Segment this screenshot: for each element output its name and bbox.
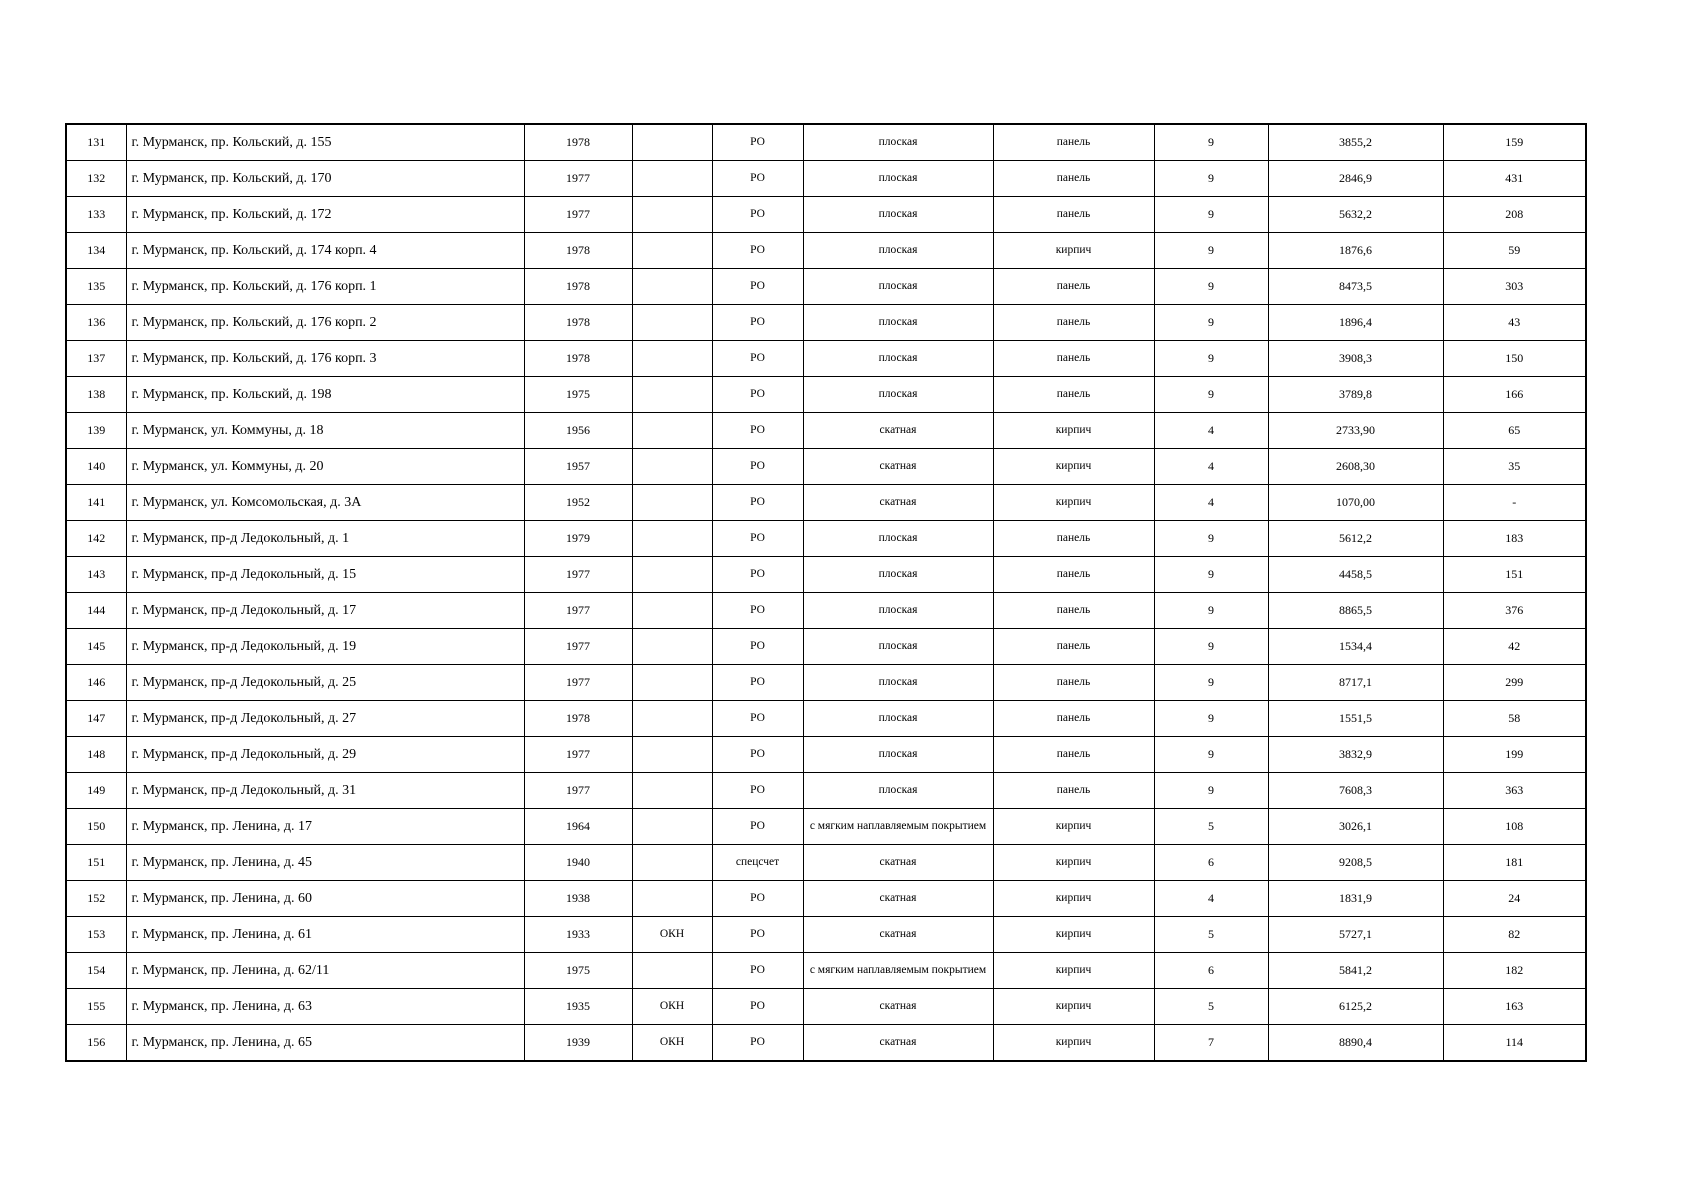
table-row (66, 521, 1586, 557)
area-cell: 1534,4 (1268, 629, 1443, 665)
fund-method-cell: РО (712, 953, 803, 989)
row-number-cell: 142 (66, 521, 126, 557)
residents-cell: 182 (1443, 953, 1586, 989)
wall-material-cell: кирпич (993, 917, 1154, 953)
table-row (66, 413, 1586, 449)
roof-type-cell: плоская (803, 305, 993, 341)
address-cell: г. Мурманск, ул. Коммуны, д. 20 (126, 449, 524, 485)
address-cell: г. Мурманск, пр-д Ледокольный, д. 25 (126, 665, 524, 701)
year-built-cell: 1978 (524, 305, 632, 341)
address-cell: г. Мурманск, ул. Комсомольская, д. 3А (126, 485, 524, 521)
area-cell: 9208,5 (1268, 845, 1443, 881)
wall-material-cell: кирпич (993, 413, 1154, 449)
address-cell: г. Мурманск, пр. Ленина, д. 61 (126, 917, 524, 953)
residents-cell: 42 (1443, 629, 1586, 665)
residents-cell: 166 (1443, 377, 1586, 413)
address-cell: г. Мурманск, пр. Ленина, д. 63 (126, 989, 524, 1025)
area-cell: 4458,5 (1268, 557, 1443, 593)
address-cell: г. Мурманск, пр. Кольский, д. 176 корп. 2 (126, 305, 524, 341)
floors-cell: 9 (1154, 557, 1268, 593)
row-number-cell: 143 (66, 557, 126, 593)
floors-cell: 9 (1154, 161, 1268, 197)
roof-type-cell: скатная (803, 413, 993, 449)
wall-material-cell: панель (993, 269, 1154, 305)
roof-type-cell: плоская (803, 773, 993, 809)
roof-type-cell: плоская (803, 341, 993, 377)
table-row (66, 557, 1586, 593)
table-row (66, 953, 1586, 989)
table-row (66, 233, 1586, 269)
row-number-cell: 145 (66, 629, 126, 665)
area-cell: 8865,5 (1268, 593, 1443, 629)
residents-cell: 183 (1443, 521, 1586, 557)
roof-type-cell: скатная (803, 845, 993, 881)
row-number-cell: 138 (66, 377, 126, 413)
floors-cell: 7 (1154, 1025, 1268, 1062)
address-cell: г. Мурманск, пр. Кольский, д. 170 (126, 161, 524, 197)
heritage-status-cell (632, 953, 712, 989)
heritage-status-cell (632, 629, 712, 665)
heritage-status-cell (632, 665, 712, 701)
floors-cell: 9 (1154, 124, 1268, 161)
year-built-cell: 1938 (524, 881, 632, 917)
fund-method-cell: РО (712, 1025, 803, 1062)
table-row (66, 197, 1586, 233)
floors-cell: 9 (1154, 665, 1268, 701)
row-number-cell: 141 (66, 485, 126, 521)
floors-cell: 4 (1154, 413, 1268, 449)
fund-method-cell: РО (712, 161, 803, 197)
row-number-cell: 134 (66, 233, 126, 269)
address-cell: г. Мурманск, пр. Ленина, д. 17 (126, 809, 524, 845)
fund-method-cell: РО (712, 629, 803, 665)
fund-method-cell: РО (712, 665, 803, 701)
area-cell: 1876,6 (1268, 233, 1443, 269)
heritage-status-cell (632, 124, 712, 161)
floors-cell: 9 (1154, 233, 1268, 269)
residents-cell: 299 (1443, 665, 1586, 701)
table-row (66, 305, 1586, 341)
row-number-cell: 140 (66, 449, 126, 485)
fund-method-cell: РО (712, 773, 803, 809)
year-built-cell: 1956 (524, 413, 632, 449)
residents-cell: 150 (1443, 341, 1586, 377)
row-number-cell: 135 (66, 269, 126, 305)
residents-cell: 108 (1443, 809, 1586, 845)
address-cell: г. Мурманск, пр. Кольский, д. 198 (126, 377, 524, 413)
roof-type-cell: скатная (803, 989, 993, 1025)
row-number-cell: 136 (66, 305, 126, 341)
roof-type-cell: скатная (803, 917, 993, 953)
year-built-cell: 1977 (524, 629, 632, 665)
residents-cell: 35 (1443, 449, 1586, 485)
heritage-status-cell (632, 377, 712, 413)
heritage-status-cell (632, 341, 712, 377)
heritage-status-cell (632, 845, 712, 881)
roof-type-cell: плоская (803, 233, 993, 269)
heritage-status-cell: ОКН (632, 1025, 712, 1062)
address-cell: г. Мурманск, пр. Кольский, д. 155 (126, 124, 524, 161)
heritage-status-cell (632, 197, 712, 233)
address-cell: г. Мурманск, пр-д Ледокольный, д. 27 (126, 701, 524, 737)
table-row (66, 341, 1586, 377)
area-cell: 7608,3 (1268, 773, 1443, 809)
fund-method-cell: РО (712, 233, 803, 269)
heritage-status-cell (632, 485, 712, 521)
year-built-cell: 1957 (524, 449, 632, 485)
year-built-cell: 1933 (524, 917, 632, 953)
address-cell: г. Мурманск, пр. Кольский, д. 176 корп. 3 (126, 341, 524, 377)
heritage-status-cell: ОКН (632, 989, 712, 1025)
year-built-cell: 1978 (524, 269, 632, 305)
year-built-cell: 1977 (524, 773, 632, 809)
heritage-status-cell (632, 773, 712, 809)
wall-material-cell: панель (993, 377, 1154, 413)
roof-type-cell: плоская (803, 665, 993, 701)
heritage-status-cell (632, 881, 712, 917)
wall-material-cell: кирпич (993, 845, 1154, 881)
table-body (66, 124, 1586, 1061)
floors-cell: 9 (1154, 197, 1268, 233)
row-number-cell: 154 (66, 953, 126, 989)
year-built-cell: 1978 (524, 341, 632, 377)
heritage-status-cell (632, 809, 712, 845)
area-cell: 3026,1 (1268, 809, 1443, 845)
wall-material-cell: кирпич (993, 449, 1154, 485)
roof-type-cell: с мягким наплавляемым покрытием (803, 953, 993, 989)
area-cell: 2733,90 (1268, 413, 1443, 449)
address-cell: г. Мурманск, пр-д Ледокольный, д. 31 (126, 773, 524, 809)
area-cell: 3789,8 (1268, 377, 1443, 413)
wall-material-cell: панель (993, 557, 1154, 593)
floors-cell: 9 (1154, 269, 1268, 305)
address-cell: г. Мурманск, пр. Ленина, д. 65 (126, 1025, 524, 1062)
table-row (66, 809, 1586, 845)
address-cell: г. Мурманск, пр-д Ледокольный, д. 29 (126, 737, 524, 773)
residents-cell: 43 (1443, 305, 1586, 341)
roof-type-cell: плоская (803, 557, 993, 593)
row-number-cell: 146 (66, 665, 126, 701)
wall-material-cell: кирпич (993, 233, 1154, 269)
wall-material-cell: панель (993, 341, 1154, 377)
floors-cell: 9 (1154, 773, 1268, 809)
address-cell: г. Мурманск, пр. Кольский, д. 174 корп. 4 (126, 233, 524, 269)
heritage-status-cell: ОКН (632, 917, 712, 953)
heritage-status-cell (632, 161, 712, 197)
area-cell: 5727,1 (1268, 917, 1443, 953)
table-row (66, 737, 1586, 773)
area-cell: 1896,4 (1268, 305, 1443, 341)
year-built-cell: 1977 (524, 197, 632, 233)
year-built-cell: 1977 (524, 665, 632, 701)
area-cell: 8717,1 (1268, 665, 1443, 701)
floors-cell: 9 (1154, 737, 1268, 773)
table-row (66, 124, 1586, 161)
row-number-cell: 150 (66, 809, 126, 845)
area-cell: 8473,5 (1268, 269, 1443, 305)
wall-material-cell: панель (993, 305, 1154, 341)
residents-cell: 114 (1443, 1025, 1586, 1062)
year-built-cell: 1940 (524, 845, 632, 881)
heritage-status-cell (632, 269, 712, 305)
roof-type-cell: плоская (803, 124, 993, 161)
table-row (66, 845, 1586, 881)
floors-cell: 5 (1154, 917, 1268, 953)
floors-cell: 4 (1154, 881, 1268, 917)
year-built-cell: 1979 (524, 521, 632, 557)
roof-type-cell: скатная (803, 1025, 993, 1062)
wall-material-cell: кирпич (993, 1025, 1154, 1062)
wall-material-cell: панель (993, 665, 1154, 701)
roof-type-cell: с мягким наплавляемым покрытием (803, 809, 993, 845)
floors-cell: 9 (1154, 377, 1268, 413)
table-row (66, 269, 1586, 305)
year-built-cell: 1935 (524, 989, 632, 1025)
roof-type-cell: плоская (803, 521, 993, 557)
fund-method-cell: РО (712, 269, 803, 305)
heritage-status-cell (632, 557, 712, 593)
roof-type-cell: плоская (803, 593, 993, 629)
area-cell: 5612,2 (1268, 521, 1443, 557)
residents-cell: 199 (1443, 737, 1586, 773)
row-number-cell: 156 (66, 1025, 126, 1062)
floors-cell: 5 (1154, 809, 1268, 845)
roof-type-cell: плоская (803, 701, 993, 737)
address-cell: г. Мурманск, пр-д Ледокольный, д. 1 (126, 521, 524, 557)
table-row (66, 989, 1586, 1025)
fund-method-cell: РО (712, 449, 803, 485)
wall-material-cell: панель (993, 737, 1154, 773)
floors-cell: 5 (1154, 989, 1268, 1025)
fund-method-cell: РО (712, 701, 803, 737)
row-number-cell: 139 (66, 413, 126, 449)
year-built-cell: 1977 (524, 557, 632, 593)
area-cell: 6125,2 (1268, 989, 1443, 1025)
year-built-cell: 1975 (524, 953, 632, 989)
heritage-status-cell (632, 413, 712, 449)
roof-type-cell: плоская (803, 161, 993, 197)
table-row (66, 1025, 1586, 1062)
address-cell: г. Мурманск, пр-д Ледокольный, д. 19 (126, 629, 524, 665)
table-row (66, 161, 1586, 197)
year-built-cell: 1977 (524, 161, 632, 197)
row-number-cell: 132 (66, 161, 126, 197)
fund-method-cell: РО (712, 521, 803, 557)
table-row (66, 377, 1586, 413)
residents-cell: 163 (1443, 989, 1586, 1025)
table-row (66, 701, 1586, 737)
row-number-cell: 151 (66, 845, 126, 881)
area-cell: 1831,9 (1268, 881, 1443, 917)
floors-cell: 6 (1154, 953, 1268, 989)
wall-material-cell: панель (993, 593, 1154, 629)
wall-material-cell: панель (993, 161, 1154, 197)
address-cell: г. Мурманск, пр. Ленина, д. 62/11 (126, 953, 524, 989)
table-row (66, 881, 1586, 917)
table-row (66, 665, 1586, 701)
address-cell: г. Мурманск, пр. Кольский, д. 172 (126, 197, 524, 233)
area-cell: 3832,9 (1268, 737, 1443, 773)
wall-material-cell: кирпич (993, 881, 1154, 917)
residents-cell: 303 (1443, 269, 1586, 305)
wall-material-cell: кирпич (993, 809, 1154, 845)
heritage-status-cell (632, 701, 712, 737)
address-cell: г. Мурманск, пр-д Ледокольный, д. 15 (126, 557, 524, 593)
residents-cell: 376 (1443, 593, 1586, 629)
floors-cell: 9 (1154, 593, 1268, 629)
residents-cell: 208 (1443, 197, 1586, 233)
table-row (66, 593, 1586, 629)
wall-material-cell: панель (993, 124, 1154, 161)
floors-cell: 9 (1154, 305, 1268, 341)
row-number-cell: 144 (66, 593, 126, 629)
row-number-cell: 137 (66, 341, 126, 377)
heritage-status-cell (632, 305, 712, 341)
area-cell: 5841,2 (1268, 953, 1443, 989)
fund-method-cell: РО (712, 593, 803, 629)
area-cell: 3855,2 (1268, 124, 1443, 161)
floors-cell: 9 (1154, 521, 1268, 557)
wall-material-cell: кирпич (993, 485, 1154, 521)
roof-type-cell: плоская (803, 197, 993, 233)
year-built-cell: 1939 (524, 1025, 632, 1062)
wall-material-cell: панель (993, 773, 1154, 809)
row-number-cell: 133 (66, 197, 126, 233)
wall-material-cell: кирпич (993, 989, 1154, 1025)
year-built-cell: 1978 (524, 701, 632, 737)
residents-cell: 181 (1443, 845, 1586, 881)
area-cell: 3908,3 (1268, 341, 1443, 377)
residents-cell: 59 (1443, 233, 1586, 269)
heritage-status-cell (632, 737, 712, 773)
area-cell: 2846,9 (1268, 161, 1443, 197)
residents-cell: 65 (1443, 413, 1586, 449)
row-number-cell: 149 (66, 773, 126, 809)
wall-material-cell: панель (993, 629, 1154, 665)
roof-type-cell: плоская (803, 269, 993, 305)
row-number-cell: 147 (66, 701, 126, 737)
fund-method-cell: спецсчет (712, 845, 803, 881)
table-row (66, 485, 1586, 521)
fund-method-cell: РО (712, 881, 803, 917)
wall-material-cell: панель (993, 521, 1154, 557)
fund-method-cell: РО (712, 124, 803, 161)
roof-type-cell: скатная (803, 485, 993, 521)
wall-material-cell: панель (993, 701, 1154, 737)
fund-method-cell: РО (712, 989, 803, 1025)
heritage-status-cell (632, 593, 712, 629)
area-cell: 1070,00 (1268, 485, 1443, 521)
residents-cell: 58 (1443, 701, 1586, 737)
roof-type-cell: плоская (803, 629, 993, 665)
wall-material-cell: кирпич (993, 953, 1154, 989)
residents-cell: - (1443, 485, 1586, 521)
address-cell: г. Мурманск, пр. Кольский, д. 176 корп. 1 (126, 269, 524, 305)
floors-cell: 6 (1154, 845, 1268, 881)
year-built-cell: 1964 (524, 809, 632, 845)
residents-cell: 363 (1443, 773, 1586, 809)
fund-method-cell: РО (712, 341, 803, 377)
residents-cell: 431 (1443, 161, 1586, 197)
year-built-cell: 1978 (524, 124, 632, 161)
heritage-status-cell (632, 521, 712, 557)
address-cell: г. Мурманск, пр. Ленина, д. 45 (126, 845, 524, 881)
table-row (66, 773, 1586, 809)
table-row (66, 917, 1586, 953)
area-cell: 8890,4 (1268, 1025, 1443, 1062)
row-number-cell: 153 (66, 917, 126, 953)
address-cell: г. Мурманск, ул. Коммуны, д. 18 (126, 413, 524, 449)
floors-cell: 9 (1154, 341, 1268, 377)
floors-cell: 9 (1154, 629, 1268, 665)
year-built-cell: 1952 (524, 485, 632, 521)
year-built-cell: 1975 (524, 377, 632, 413)
floors-cell: 9 (1154, 701, 1268, 737)
roof-type-cell: плоская (803, 377, 993, 413)
row-number-cell: 155 (66, 989, 126, 1025)
heritage-status-cell (632, 233, 712, 269)
table-row (66, 449, 1586, 485)
area-cell: 5632,2 (1268, 197, 1443, 233)
row-number-cell: 148 (66, 737, 126, 773)
address-cell: г. Мурманск, пр. Ленина, д. 60 (126, 881, 524, 917)
row-number-cell: 131 (66, 124, 126, 161)
roof-type-cell: скатная (803, 449, 993, 485)
residents-cell: 24 (1443, 881, 1586, 917)
roof-type-cell: скатная (803, 881, 993, 917)
year-built-cell: 1977 (524, 593, 632, 629)
fund-method-cell: РО (712, 485, 803, 521)
table-row (66, 629, 1586, 665)
fund-method-cell: РО (712, 809, 803, 845)
heritage-status-cell (632, 449, 712, 485)
address-cell: г. Мурманск, пр-д Ледокольный, д. 17 (126, 593, 524, 629)
fund-method-cell: РО (712, 305, 803, 341)
wall-material-cell: панель (993, 197, 1154, 233)
floors-cell: 4 (1154, 485, 1268, 521)
residents-cell: 82 (1443, 917, 1586, 953)
fund-method-cell: РО (712, 917, 803, 953)
fund-method-cell: РО (712, 737, 803, 773)
area-cell: 2608,30 (1268, 449, 1443, 485)
area-cell: 1551,5 (1268, 701, 1443, 737)
residents-cell: 159 (1443, 124, 1586, 161)
fund-method-cell: РО (712, 377, 803, 413)
roof-type-cell: плоская (803, 737, 993, 773)
floors-cell: 4 (1154, 449, 1268, 485)
row-number-cell: 152 (66, 881, 126, 917)
residents-cell: 151 (1443, 557, 1586, 593)
year-built-cell: 1978 (524, 233, 632, 269)
fund-method-cell: РО (712, 557, 803, 593)
fund-method-cell: РО (712, 413, 803, 449)
year-built-cell: 1977 (524, 737, 632, 773)
housing-registry-table (65, 123, 1587, 1062)
fund-method-cell: РО (712, 197, 803, 233)
